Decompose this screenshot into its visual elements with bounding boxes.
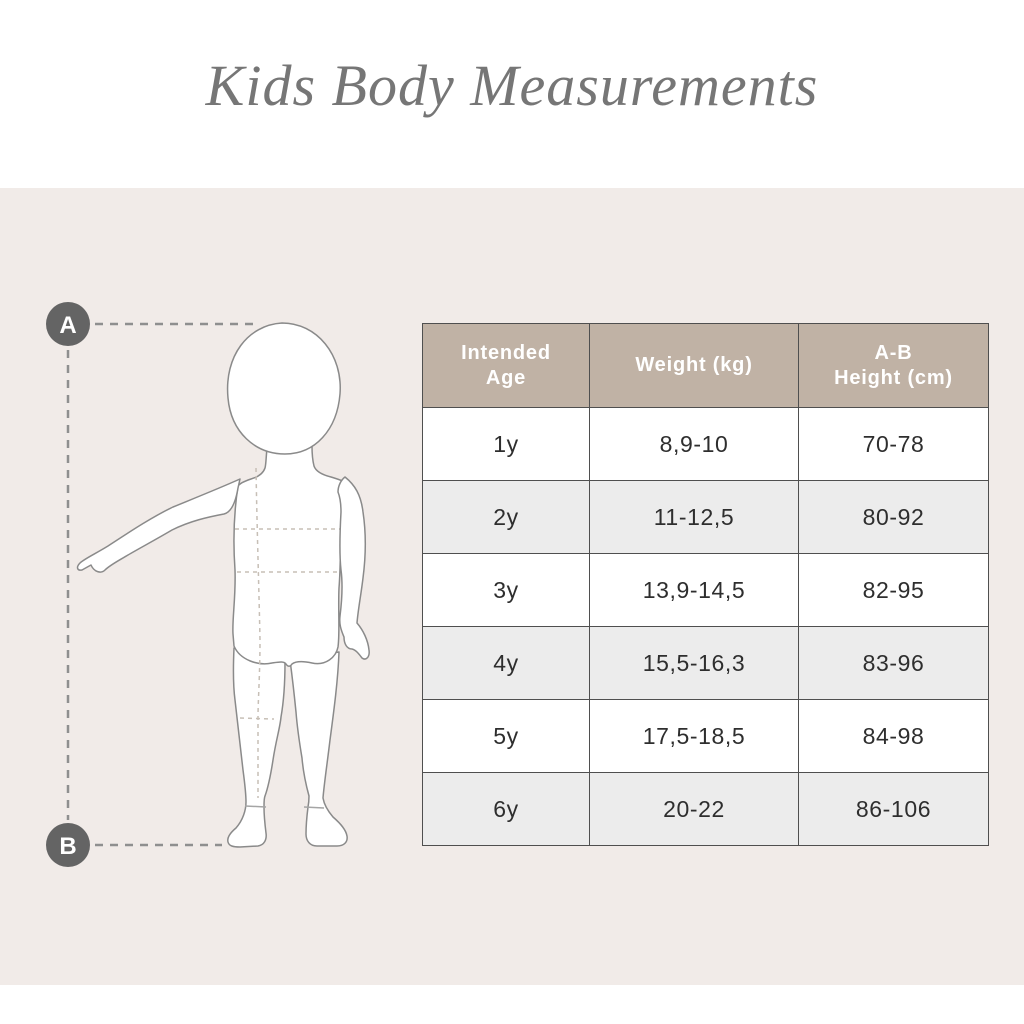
header-line: Height (cm): [834, 366, 953, 389]
cell-weight: 11-12,5: [590, 481, 799, 554]
col-header-intended-age: [423, 324, 590, 408]
size-table-body: [423, 408, 989, 846]
cell-height: 70-78: [799, 408, 989, 481]
table-row: [423, 554, 989, 627]
cell-weight: 17,5-18,5: [590, 700, 799, 773]
body-measurement-diagram: [0, 280, 400, 1000]
cell-weight: 20-22: [590, 773, 799, 846]
mannequin-head: [228, 323, 341, 454]
mannequin-torso: [233, 446, 346, 666]
marker-b-label: B: [59, 833, 77, 860]
table-row: [423, 773, 989, 846]
cell-height: 80-92: [799, 481, 989, 554]
header-line: Weight (kg): [635, 354, 753, 376]
page-title: Kids Body Measurements: [205, 53, 819, 118]
col-header-height: [799, 324, 989, 408]
table-row: [423, 700, 989, 773]
cell-weight: 13,9-14,5: [590, 554, 799, 627]
marker-a-label: A: [59, 312, 77, 339]
sock-line-right: [304, 807, 324, 808]
cell-age: 1y: [423, 408, 590, 481]
table-row: [423, 408, 989, 481]
cell-weight: 8,9-10: [590, 408, 799, 481]
mannequin-arm-right: [338, 477, 369, 659]
cell-height: 82-95: [799, 554, 989, 627]
sock-line-left: [245, 806, 266, 807]
mannequin-leg-right: [290, 652, 347, 846]
header-line: Age: [485, 366, 527, 389]
cell-age: 5y: [423, 700, 590, 773]
cell-age: 6y: [423, 773, 590, 846]
size-table-header: [423, 324, 989, 408]
header-line: Intended: [461, 341, 551, 364]
mannequin-arm-left: [78, 479, 240, 572]
col-header-weight: [590, 324, 799, 408]
header-row: [423, 324, 989, 408]
cell-weight: 15,5-16,3: [590, 627, 799, 700]
cell-height: 83-96: [799, 627, 989, 700]
header-line: A-B: [874, 341, 913, 364]
cell-height: 86-106: [799, 773, 989, 846]
mannequin-leg-left: [228, 648, 285, 847]
cell-height: 84-98: [799, 700, 989, 773]
size-table: [422, 323, 989, 846]
table-row: [423, 627, 989, 700]
cell-age: 3y: [423, 554, 590, 627]
table-row: [423, 481, 989, 554]
cell-age: 4y: [423, 627, 590, 700]
cell-age: 2y: [423, 481, 590, 554]
